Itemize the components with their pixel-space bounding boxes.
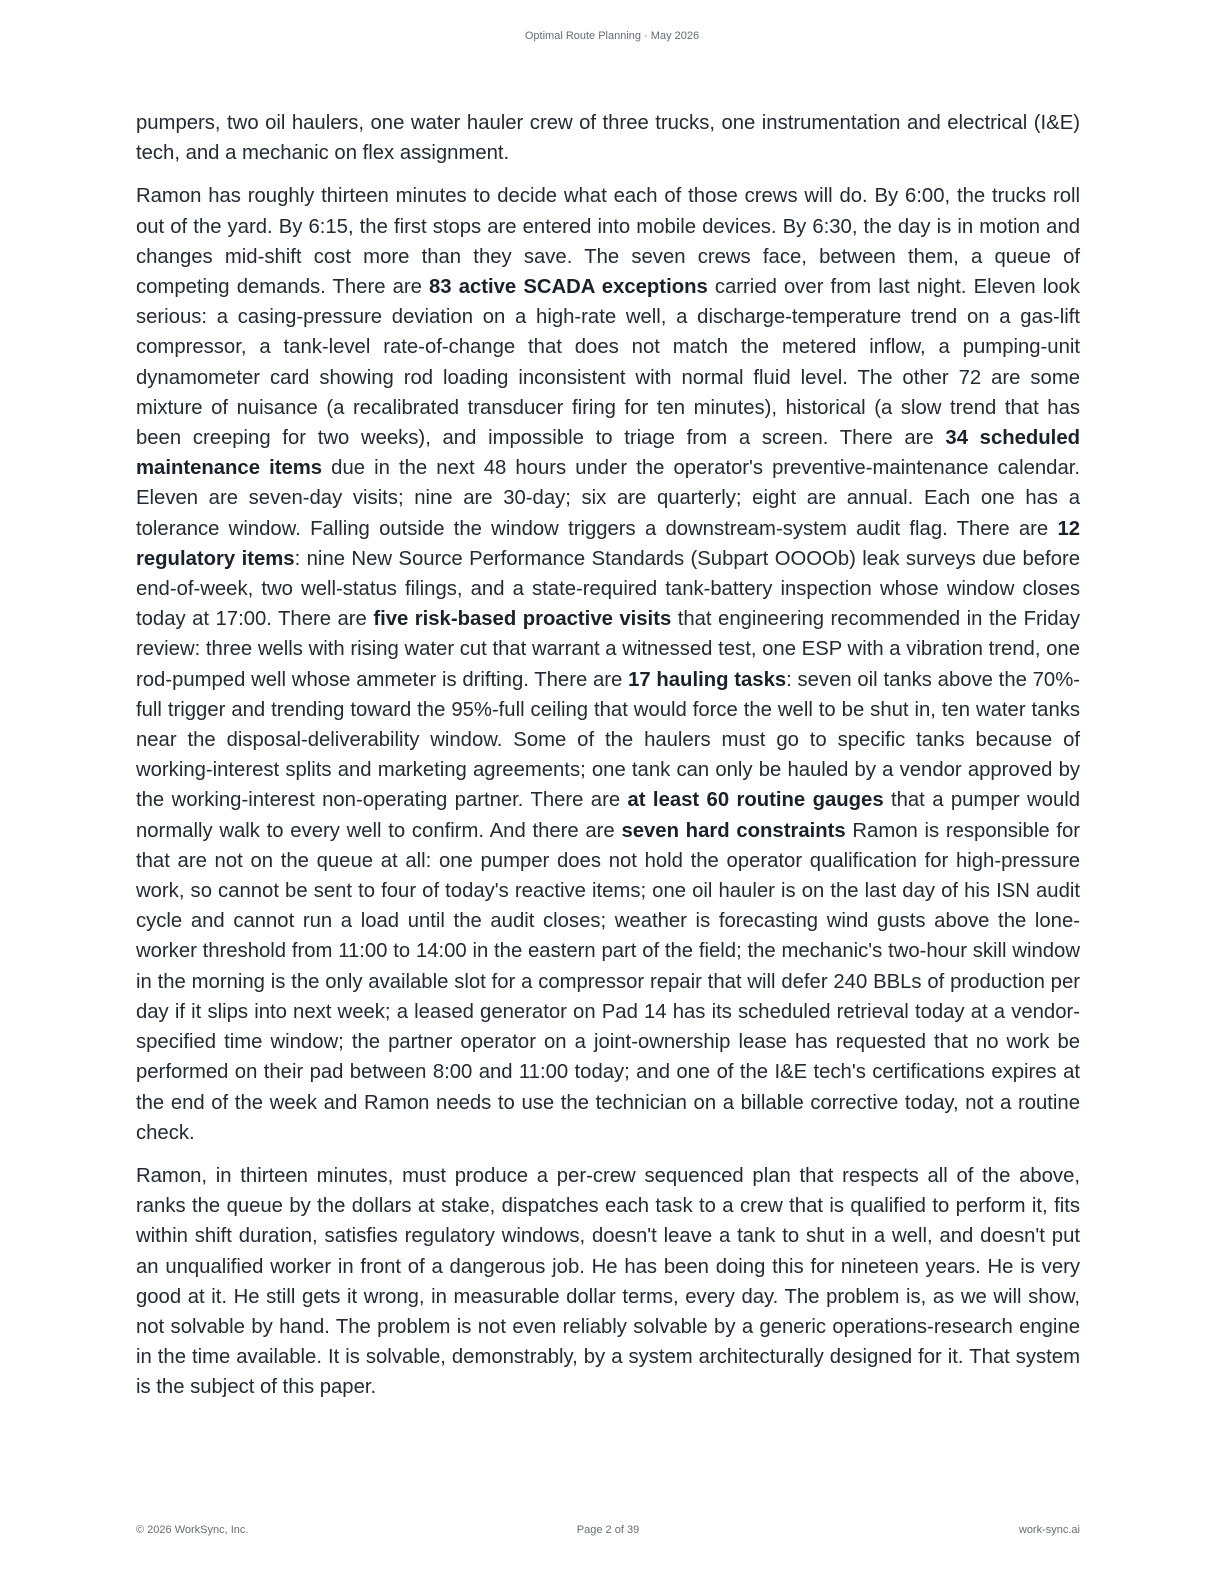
text-run: Ramon, in thirteen minutes, must produce a per-crew sequenced plan that respects all of the above, ranks the queue by the dollars at stake, dispatches each task to a crew that is qualified to perform it, fits within shift duration, satisfies regulatory windows, doesn't leave a tank to shut in a well, and doesn't put an unqualified worker in front of a dangerous job. He has been doing this for nineteen years. He is very good at it. He still gets it wrong, in measurable dollar terms, every day. The problem is, as we will show, not solvable by hand. The problem is not even reliably solvable by a generic operations-research engine in the time available. It is solvable, demonstrably, by a system architecturally designed for it. That system is the subject of this paper.	[136, 1164, 1080, 1399]
emphasis-scada-exceptions: 83 active SCADA exceptions	[429, 276, 708, 299]
text-run: : nine New Source Performance Standards (Subpart OOOOb) leak surveys due before end-of-week, two well-status filings, and a state-required tank-battery inspection whose window closes today at 17:00. There are	[136, 547, 1081, 631]
emphasis-hauling-tasks: 17 hauling tasks	[628, 668, 787, 691]
text-run: that engineering recommended in the Friday review: three wells with rising water cut that warrant a witnessed test, one ESP with a vibration trend, one rod-pumped well whose ammeter is drifting. There are	[136, 608, 1080, 691]
text-run: : seven oil tanks above the 70%-full trigger and trending toward the 95%-full ceiling that would force the well to be shut in, ten water tanks near the disposal-deliverability window. Some of the haulers must go to specific tanks because of working-interest splits and marketing agreements; one tank can only be hauled by a vendor approved by the working-interest non-operating partner. There are	[136, 668, 1080, 812]
emphasis-hard-constraints: seven hard constraints	[621, 819, 846, 842]
paragraph-demand-queue	[136, 181, 1080, 1148]
text-run: that a pumper would normally walk to every well to confirm. And there are	[136, 789, 1081, 842]
text-run: carried over from last night. Eleven look serious: a casing-pressure deviation on a high-rate well, a discharge-temperature trend on a gas-lift compressor, a tank-level rate-of-change that does not match the metered inflow, a pumping-unit dynamometer card showing rod loading inconsistent with normal fluid level. The other 72 are some mixture of nuisance (a recalibrated transducer firing for ten minutes), historical (a slow trend that has been creeping for two weeks), and impossible to triage from a screen. There are	[136, 276, 1080, 450]
text-run: pumpers, two oil haulers, one water hauler crew of three trucks, one instrumentation and electrical (I&E) tech, and a mechanic on flex assignment.	[136, 112, 1080, 165]
emphasis-routine-gauges: at least 60 routine gauges	[627, 789, 884, 812]
emphasis-scheduled-maintenance: 34 scheduled maintenance items	[136, 427, 1080, 480]
page-footer	[136, 1524, 1080, 1540]
article-body	[136, 108, 1080, 1416]
paragraph-problem-statement	[136, 1161, 1080, 1403]
website-link[interactable]: work-sync.ai	[1018, 1524, 1080, 1536]
emphasis-proactive-visits: five risk-based proactive visits	[373, 608, 672, 631]
paragraph-crew-roster	[136, 108, 1080, 168]
running-header: Optimal Route Planning · May 2026	[524, 30, 700, 42]
text-run: Ramon is responsible for that are not on the queue at all: one pumper does not hold the operator qualification for high-pressure work, so cannot be sent to four of today's reactive items; one oil hauler is on the last day of his ISN audit cycle and cannot run a load until the audit closes; weather is forecasting wind gusts above the lone-worker threshold from 11:00 to 14:00 in the eastern part of the field; the mechanic's two-hour skill window in the morning is the only available slot for a compressor repair that will defer 240 BBLs of production per day if it slips into next week; a leased generator on Pad 14 has its scheduled retrieval today at a vendor-specified time window; the partner operator on a joint-ownership lease has requested that no work be performed on their pad between 8:00 and 11:00 today; and one of the I&E tech's certifications expires at the end of the week and Ramon needs to use the technician on a billable corrective today, not a routine check.	[136, 819, 1080, 1144]
page-number: Page 2 of 39	[576, 1524, 640, 1536]
text-run: Ramon has roughly thirteen minutes to decide what each of those crews will do. By 6:00, the trucks roll out of the yard. By 6:15, the first stops are entered into mobile devices. By 6:30, the day is in motion and changes mid-shift cost more than they save. The seven crews face, between them, a queue of competing demands. There are	[136, 185, 1080, 299]
emphasis-regulatory-items: 12 regulatory items	[136, 517, 1080, 570]
copyright-notice: © 2026 WorkSync, Inc.	[136, 1524, 249, 1536]
text-run: due in the next 48 hours under the operator's preventive-maintenance calendar. Eleven are seven-day visits; nine are 30-day; six are quarterly; eight are annual. Each one has a tolerance window. Falling outside the window triggers a downstream-system audit flag. There are	[136, 457, 1080, 540]
